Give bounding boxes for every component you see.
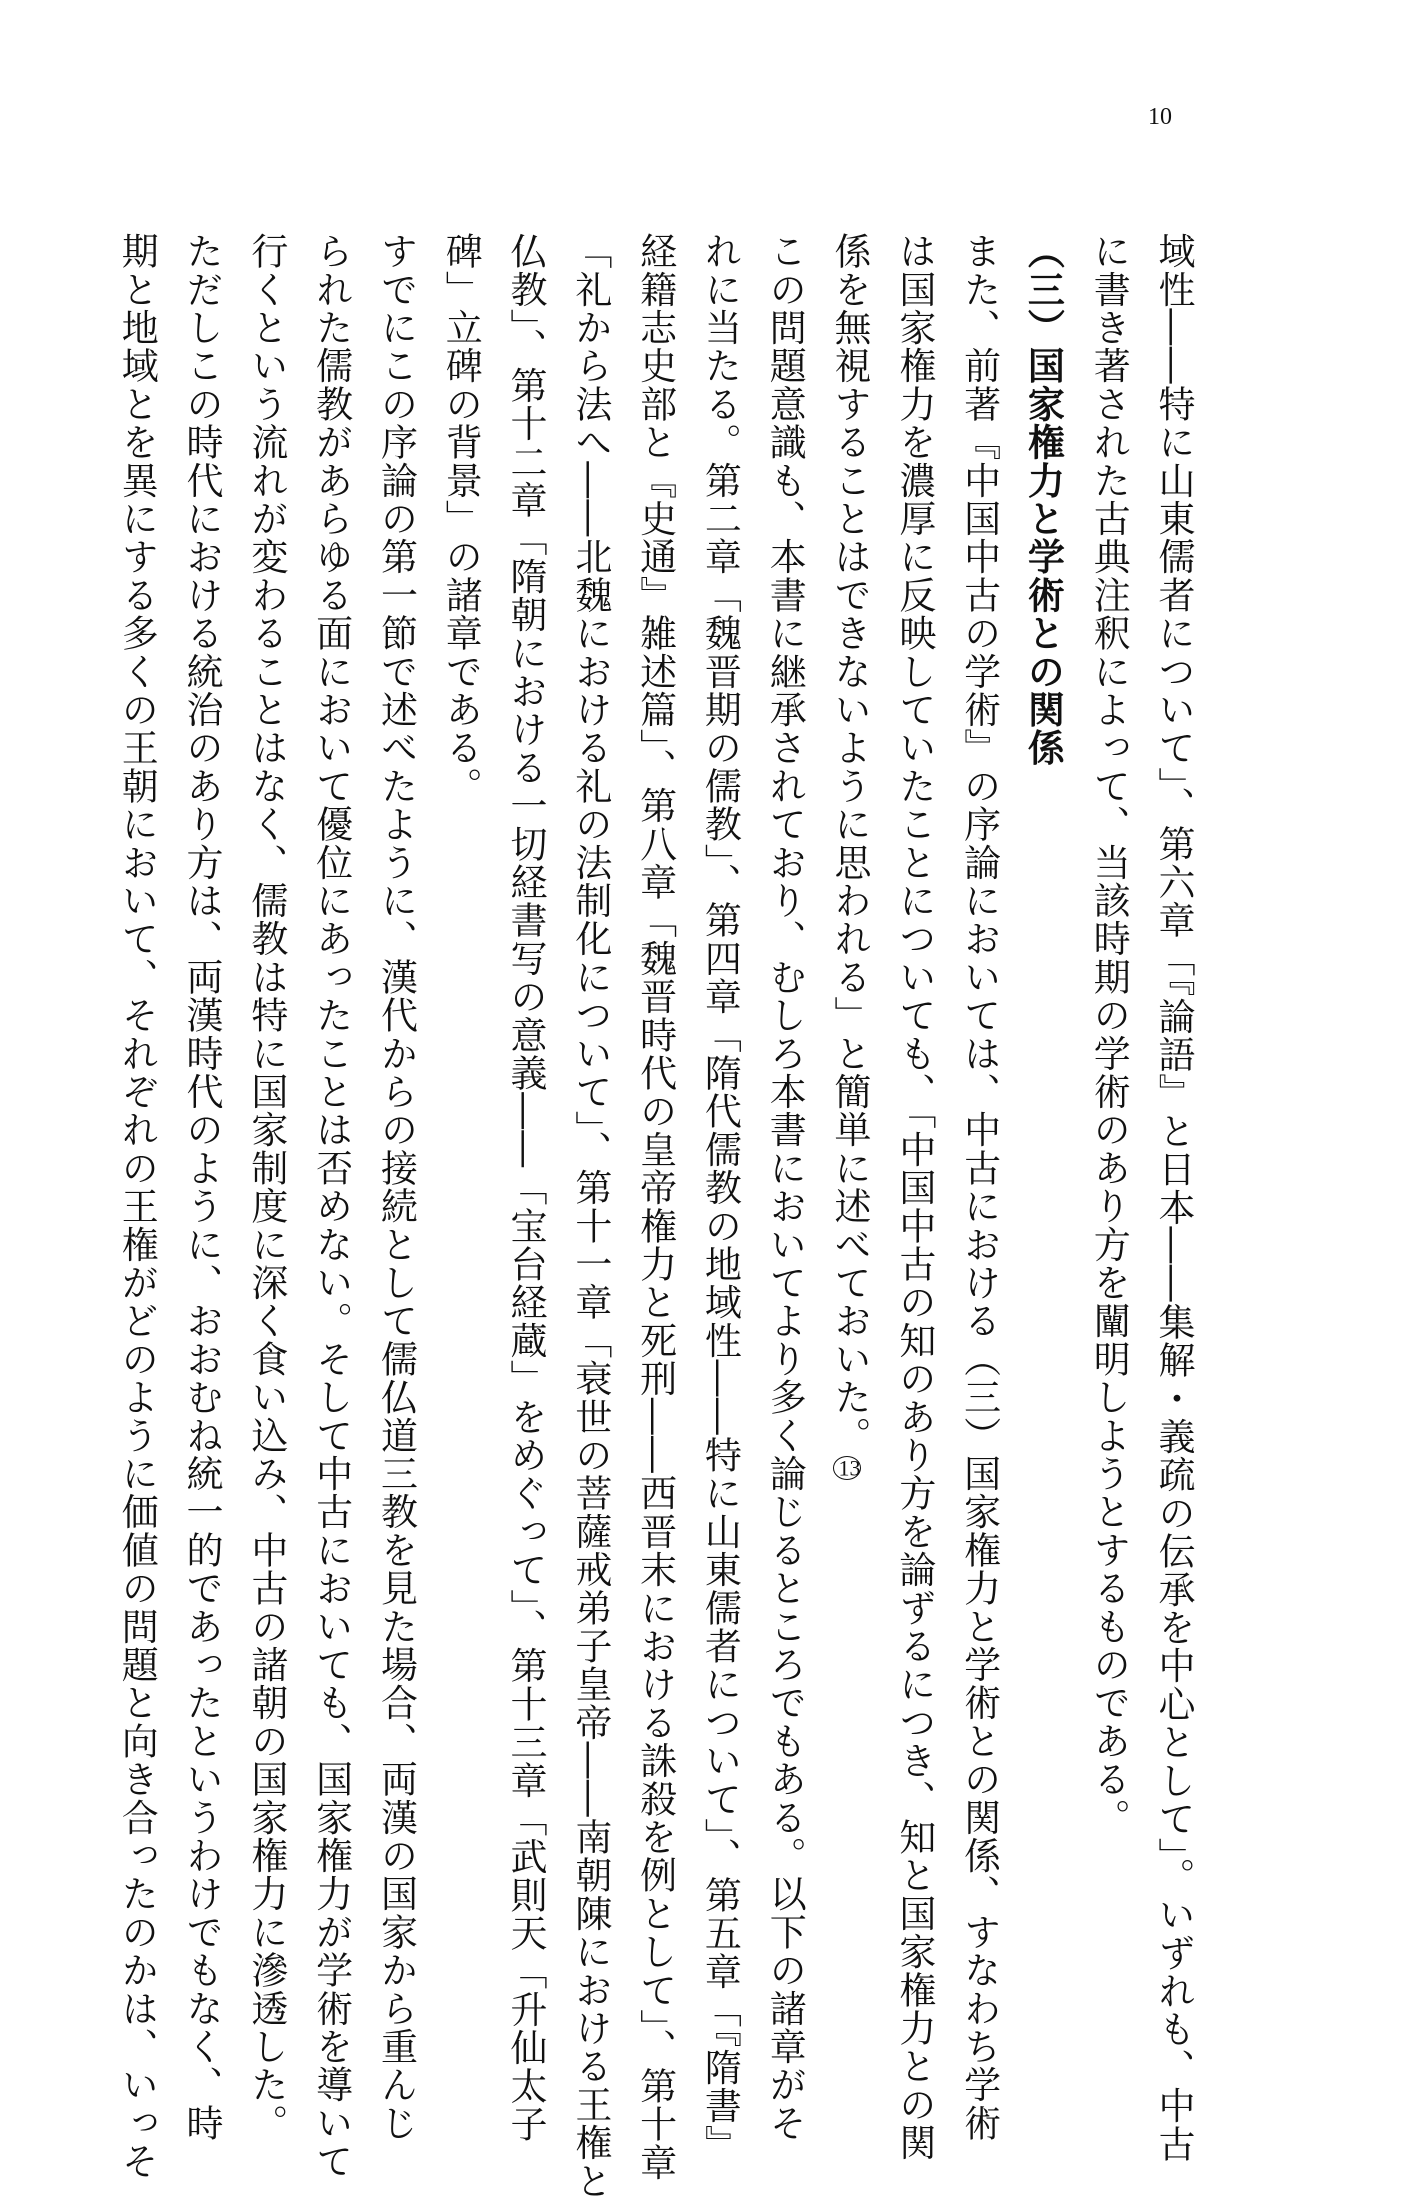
text-line: 期と地域とを異にする多くの王朝において、それぞれの王権がどのように価値の問題と向き合ったのかは、いっそ [115, 232, 159, 2181]
text-line: また、前著『中国中古の学術』の序論においては、中古における（三）国家権力と学術との関係、すなわち学術 [957, 232, 1001, 2142]
page-number: 10 [1148, 104, 1172, 130]
text-line: 域性――特に山東儒者について」、第六章「『論語』と日本――集解・義疏の伝承を中心として」。いずれも、中古 [1152, 232, 1195, 2163]
footnote-marker[interactable]: 13 [833, 1456, 861, 1480]
text-line: 仏教」、第十二章「隋朝における一切経書写の意義――「宝台経蔵」をめぐって」、第十三章「武則天「升仙太子 [504, 232, 548, 2144]
text-line: 経籍志史部と『史通』雑述篇」、第八章「魏晋時代の皇帝権力と死刑――西晋末における誅殺を例として」、第十章 [633, 232, 677, 2182]
text-line [816, 232, 881, 1817]
text-line: すでにこの序論の第一節で述べたように、漢代からの接続として儒仏道三教を見た場合、両漢の国家から重んじ [374, 232, 418, 2142]
section-heading: （三）国家権力と学術との関係 [1021, 232, 1066, 767]
text-line: られた儒教があらゆる面において優位にあったことは否めない。そして中古においても、国家権力が学術を導いて [309, 232, 353, 2181]
text-line: に書き著された古典注釈によって、当該時期の学術のあり方を闡明しようとするものである。 [1087, 232, 1131, 1837]
text-line: ただしこの時代における統治のあり方は、両漢時代のように、おおむね統一的であったというわけでもなく、時 [180, 232, 224, 2142]
text-line: 行くという流れが変わることはなく、儒教は特に国家制度に深く食い込み、中古の諸朝の国家権力に滲透した。 [244, 232, 288, 2142]
text-line: 「礼から法へ――北魏における礼の法制化について」、第十一章「衰世の菩薩戒弟子皇帝――南朝陳における王権と [568, 232, 612, 2200]
text-line-content: 係を無視することはできないように思われる」と簡単に述べておいた。 [828, 232, 872, 1455]
text-line: この問題意識も、本書に継承されており、むしろ本書においてより多く論じるところでもある。以下の諸章がそ [763, 232, 807, 2142]
text-line: 碑」立碑の背景」の諸章である。 [439, 232, 483, 805]
text-line: れに当たる。第二章「魏晋期の儒教」、第四章「隋代儒教の地域性――特に山東儒者について」、第五章「『隋書』 [698, 232, 742, 2163]
body-text [115, 232, 1205, 2200]
text-line: は国家権力を濃厚に反映していたことについても、「中国中古の知のあり方を論ずるにつき、知と国家権力との関 [892, 232, 936, 2162]
